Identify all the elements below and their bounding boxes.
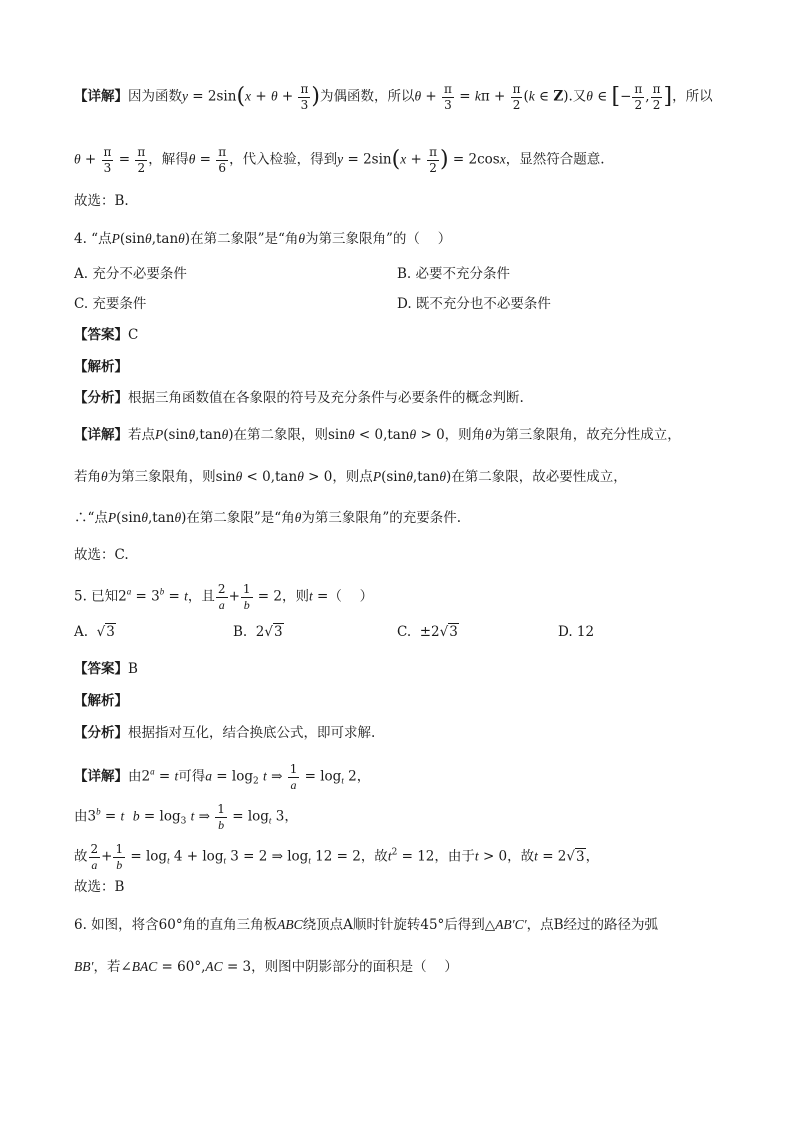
q6-text: 绕顶点A顺时针旋转 [302,917,421,933]
q4-text: 在第二象限，则 [233,427,328,443]
q4-option-a: A. 充分不必要条件 [74,266,187,282]
q3-text: 为偶函数，所以 [319,88,415,105]
q3-text: ，解得 [148,151,189,168]
q4-choice: 故选：C. [74,547,129,563]
q5-text: ，故 [360,848,388,865]
q5-text: ，则 [282,588,309,605]
q5-detail-line-3: 故 $\frac{2}{a}$ + $\frac{1}{b}$ = $\log_t 4 + \log_t 3 = 2$ ⇒ $\log_t 12 = 2$，故$t^2 = 12$，由于t > 0，故t = 2√3， [74,842,600,872]
q4-text: 为第三象限角”的充要条件. [301,510,462,526]
q4-analysis-text: 根据三角函数值在各象限的符号及充分条件与必要条件的概念判断. [128,390,524,406]
detail-label: 【详解】 [74,427,128,443]
q3-detail-line-1: 【详解】因为函数y = 2sin(x + θ + $\frac{\pi}{3}$ )为偶函数，所以θ + $\frac{\pi}{3}$ = kπ + $\frac{\pi}{2}$ (k ∈ Z).又θ ∈ [− $\frac{\pi}{2}$ , $\frac{\pi}{2}$ ]，所以 [74,82,713,112]
q4-text: 在第二象限，故必要性成立， [451,469,627,485]
q6-text: 后得到 [444,917,485,933]
q3-text: ，显然符合题意. [505,151,605,168]
q4-text: 若点 [128,427,155,443]
q5-option-c: C. ±2√3 [397,624,458,640]
q3-choice: 故选：B. [74,193,129,209]
q5-text: ，由于 [434,848,475,865]
option-letter: B. [233,624,248,640]
q4-stem: 4. “点P(sinθ,tanθ)在第二象限”是“角θ为第三象限角”的（ ） [74,231,452,247]
q4-text: 在第二象限”是“角 [190,231,299,247]
q5-text: 由 [128,768,142,785]
q4-jiexi-label: 【解析】 [74,359,128,375]
q4-text: “点 [91,231,112,247]
q3-text: ，所以 [672,88,713,105]
q4-detail-line-3: ∴“点P(sinθ,tanθ)在第二象限”是“角θ为第三象限角”的充要条件. [74,510,462,526]
q6-stem-line-2: BB′，若∠BAC = 60°,AC = 3，则图中阴影部分的面积是（ ） [74,959,458,975]
q5-option-a: A. √3 [74,624,115,640]
q3-detail-line-2: θ + $\frac{\pi}{3}$ = $\frac{\pi}{2}$ ，解得θ = $\frac{\pi}{6}$ ，代入检验，得到y = 2sin(x + $\frac{\pi}{2}$ ) = 2cosx，显然符合题意. [74,145,605,175]
q4-text: 为第三象限角，则 [107,469,216,485]
q4-text: 为第三象限角”的（ ） [305,231,452,247]
q4-text: 在第二象限”是“角 [186,510,295,526]
q5-stem: 5. 已知$2^a = 3^b = t$，且 $\frac{2}{a}$ + $\frac{1}{b}$ = 2，则t =（ ） [74,582,374,612]
q6-text: 6. 如图，将含 [74,917,159,933]
q5-jiexi-label: 【解析】 [74,693,128,709]
q6-text: 角的直角三角板 [182,917,278,933]
q4-text: ，则角 [444,427,486,443]
option-letter: C. [397,624,412,640]
q5-analysis [74,727,375,741]
q5-text: ，且 [187,588,215,605]
q4-text: 为第三象限角，故充分性成立， [491,427,681,443]
q5-option-d: D. 12 [558,624,595,640]
answer-label: 【答案】 [74,327,128,343]
q4-answer-value: C [128,327,139,343]
q4-text: ，则点 [332,469,373,485]
q4-detail-line-2: 若角θ为第三象限角，则sinθ < 0,tanθ > 0，则点P(sinθ,tanθ)在第二象限，故必要性成立， [74,469,627,485]
q5-text: 由 [74,808,88,825]
q4-option-b: B. 必要不充分条件 [397,266,511,282]
q5-text: ，故 [507,848,535,865]
q4-detail-line-1: 【详解】若点P(sinθ,tanθ)在第二象限，则sinθ < 0,tanθ > 0，则角θ为第三象限角，故充分性成立， [74,427,681,443]
q4-number: 4. [74,231,92,247]
q3-text: .又 [568,88,587,105]
q5-detail-line-2: 由$3^b = t$ $b = \log_3 t$ ⇒ $\frac{1}{b}$ = $\log_t 3$， [74,802,298,832]
q6-text: ，点B经过的路径为弧 [526,917,659,933]
q6-text: ，则图中阴影部分的面积是（ ） [251,959,458,975]
q6-text: ，若 [93,959,121,975]
q5-detail-line-1: 【详解】由$2^a = t$可得$a = \log_2 t$ ⇒ $\frac{1}{a}$ = $\log_t 2$， [74,762,371,792]
q4-text: 若角 [74,469,101,485]
analysis-label: 【分析】 [74,390,128,406]
detail-label: 【详解】 [74,768,128,785]
analysis-label: 【分析】 [74,725,128,741]
q5-text: 故 [74,848,88,865]
q5-analysis-text: 根据指对互化，结合换底公式，即可求解. [128,725,376,741]
q4-option-d: D. 既不充分也不必要条件 [397,296,551,312]
q5-answer [74,663,138,677]
q6-stem-line-1: 6. 如图，将含60°角的直角三角板ABC绕顶点A顺时针旋转45°后得到△AB′C′，点B经过的路径为弧 [74,917,659,933]
option-letter: A. [74,624,89,640]
q4-option-c: C. 充要条件 [74,296,147,312]
q5-option-b: B. 2√3 [233,624,283,640]
detail-label: 【详解】 [74,88,128,105]
q3-text: ，代入检验，得到 [229,151,338,168]
q5-text: 可得 [178,768,206,785]
q3-text: 因为函数 [128,88,182,105]
q5-text: （ ） [328,588,374,605]
answer-label: 【答案】 [74,661,128,677]
q5-answer-value: B [128,661,138,677]
q5-number: 5. 已知 [74,588,119,605]
q4-answer [74,329,138,343]
q5-choice: 故选：B [74,879,125,895]
q4-text: ∴“点 [74,510,108,526]
q4-analysis [74,392,524,406]
